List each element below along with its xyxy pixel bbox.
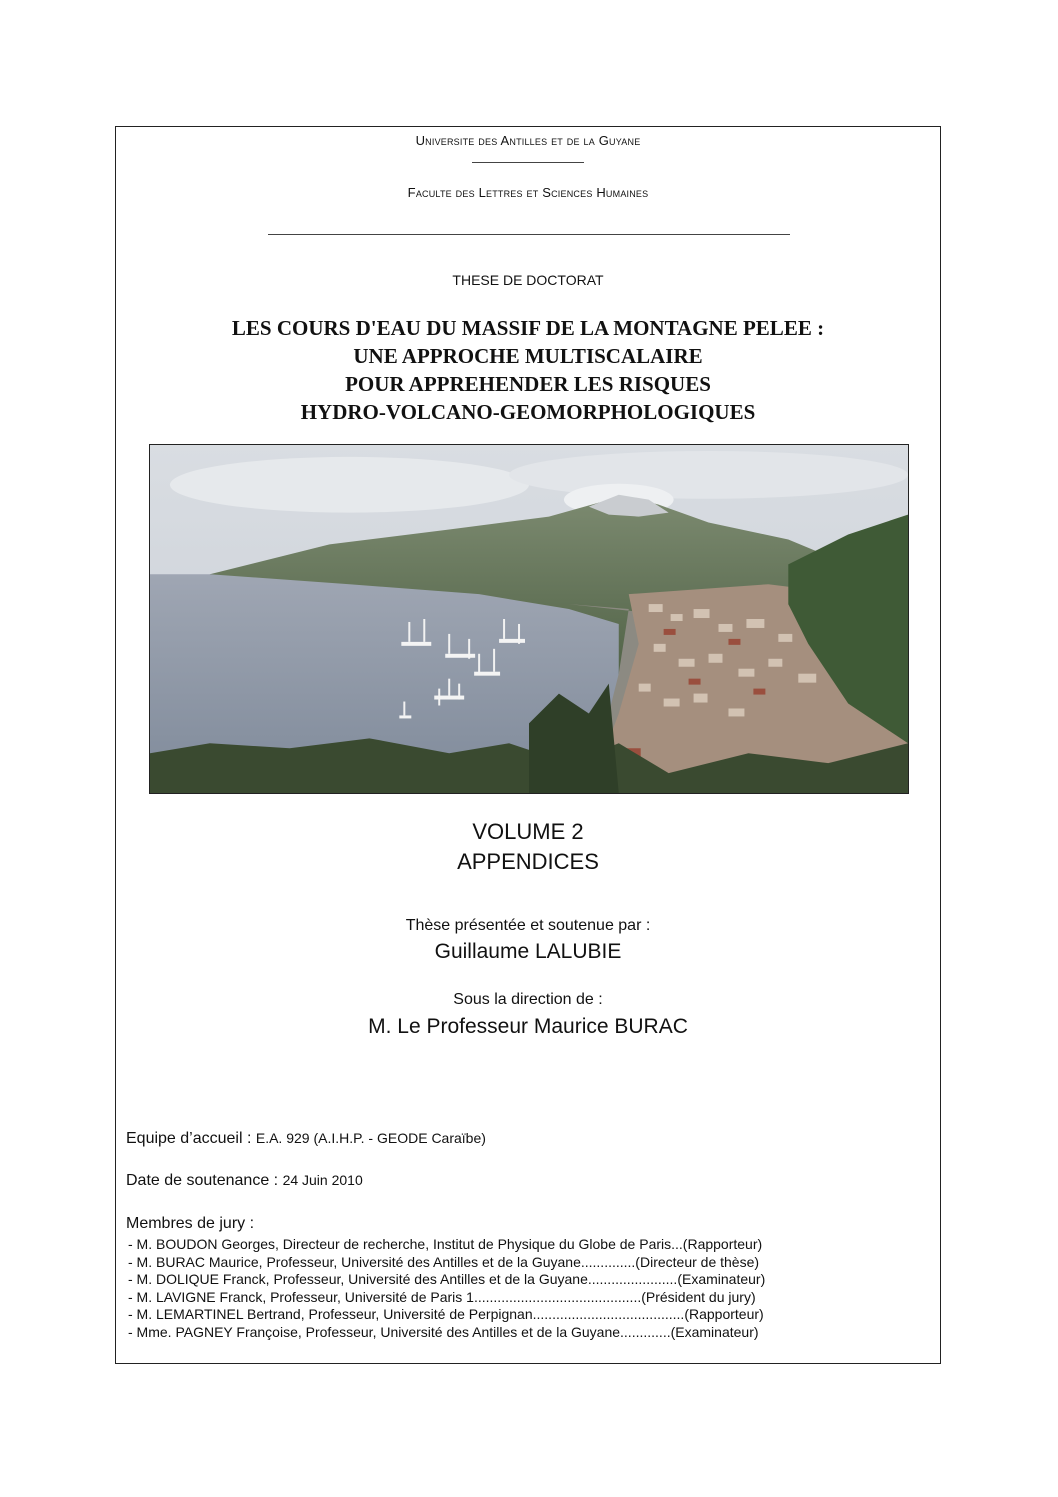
defense-date-label: Date de soutenance :	[126, 1172, 283, 1189]
jury-member: - M. BURAC Maurice, Professeur, Université des Antilles et de la Guyane..............(Directeur de thèse)	[128, 1253, 760, 1270]
jury-list	[128, 1236, 930, 1341]
author-name: Guillaume LALUBIE	[434, 940, 622, 963]
short-divider	[472, 162, 584, 163]
defense-date	[126, 1172, 363, 1190]
jury-member: - M. DOLIQUE Franck, Professeur, Université des Antilles et de la Guyane.......................(Examinateur)	[128, 1271, 766, 1287]
director-name: M. Le Professeur Maurice BURAC	[368, 1015, 688, 1038]
host-team	[126, 1130, 486, 1148]
cover-frame	[115, 126, 941, 1364]
director-label: Sous la direction de :	[453, 991, 603, 1008]
jury-heading: Membres de jury :	[126, 1215, 255, 1232]
volume-heading	[116, 817, 940, 877]
title-line-4: HYDRO-VOLCANO-GEOMORPHOLOGIQUES	[300, 400, 756, 424]
jury-member: - M. BOUDON Georges, Directeur de recherche, Institut de Physique du Globe de Paris...(Rapporteur)	[128, 1236, 763, 1252]
title-line-1: LES COURS D'EAU DU MASSIF DE LA MONTAGNE PELEE :	[231, 316, 825, 340]
cover-photo	[149, 444, 909, 794]
faculty-name: Faculte des Lettres et Sciences Humaines	[407, 185, 649, 200]
thesis-type: THESE DE DOCTORAT	[452, 272, 604, 288]
title-line-2: UNE APPROCHE MULTISCALAIRE	[353, 344, 703, 368]
long-divider	[268, 234, 790, 235]
bay-landscape-image	[150, 445, 908, 793]
jury-member: - Mme. PAGNEY Françoise, Professeur, Université des Antilles et de la Guyane.............(Examinateur)	[128, 1323, 759, 1340]
defense-date-value: 24 Juin 2010	[282, 1172, 363, 1188]
host-team-value: E.A. 929 (A.I.H.P. - GEODE Caraïbe)	[255, 1130, 486, 1146]
jury-member: - M. LEMARTINEL Bertrand, Professeur, Université de Perpignan.......................................(Rapporteur)	[128, 1306, 764, 1322]
volume-name: APPENDICES	[457, 849, 599, 874]
university-name: Universite des Antilles et de la Guyane	[415, 133, 641, 148]
title-line-3: POUR APPREHENDER LES RISQUES	[345, 372, 711, 396]
jury-member: - M. LAVIGNE Franck, Professeur, Université de Paris 1...........................................(Président du jury)	[128, 1288, 756, 1305]
thesis-title	[116, 314, 940, 426]
volume-number: VOLUME 2	[472, 819, 584, 844]
host-team-label: Equipe d’accueil :	[126, 1130, 256, 1147]
author-label: Thèse présentée et soutenue par :	[405, 917, 651, 934]
